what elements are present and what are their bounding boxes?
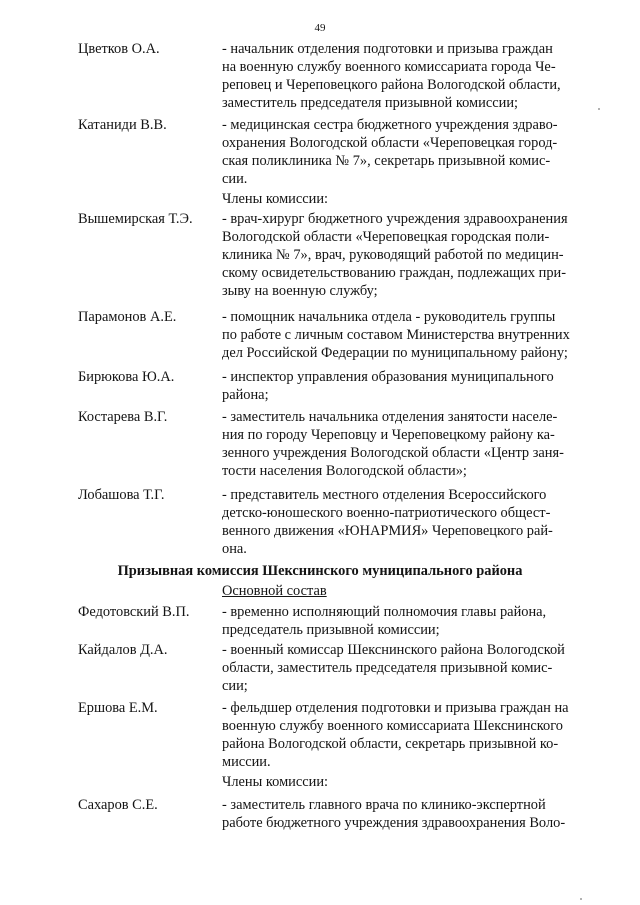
member-role-line: тости населения Вологодской области»; bbox=[222, 463, 467, 479]
member-role-line: скому освидетельствованию граждан, подлежащих при- bbox=[222, 265, 567, 281]
member-role-line: - заместитель главного врача по клинико-экспертной bbox=[222, 797, 546, 813]
member-role-line: венного движения «ЮНАРМИЯ» Череповецкого рай- bbox=[222, 523, 553, 539]
member-role-line: области, заместитель председателя призывной комис- bbox=[222, 660, 553, 676]
composition-label: Основной состав bbox=[222, 583, 327, 599]
scan-speck bbox=[580, 898, 582, 900]
commission-member-name: Парамонов А.Е. bbox=[78, 309, 177, 325]
member-role-line: реповец и Череповецкого района Вологодской области, bbox=[222, 77, 561, 93]
members-heading: Члены комиссии: bbox=[222, 774, 329, 790]
commission-member-name: Ершова Е.М. bbox=[78, 700, 158, 716]
member-role-line: - представитель местного отделения Всероссийского bbox=[222, 487, 547, 503]
member-role-line: - заместитель начальника отделения занятости населе- bbox=[222, 409, 558, 425]
member-role-line: миссии. bbox=[222, 754, 271, 770]
member-role-line: зыву на военную службу; bbox=[222, 283, 378, 299]
member-role-line: на военную службу военного комиссариата города Че- bbox=[222, 59, 556, 75]
commission-member-name: Сахаров С.Е. bbox=[78, 797, 158, 813]
member-role-line: детско-юношеского военно-патриотического общест- bbox=[222, 505, 551, 521]
member-role-line: сии. bbox=[222, 171, 248, 187]
members-heading: Члены комиссии: bbox=[222, 191, 329, 207]
member-role-line: охранения Вологодской области «Череповецкая город- bbox=[222, 135, 558, 151]
commission-member-name: Вышемирская Т.Э. bbox=[78, 211, 193, 227]
commission-member-name: Кайдалов Д.А. bbox=[78, 642, 168, 658]
member-role-line: по работе с личным составом Министерства внутренних bbox=[222, 327, 570, 343]
member-role-line: клиника № 7», врач, руководящий работой по медицин- bbox=[222, 247, 564, 263]
commission-member-name: Катаниди В.В. bbox=[78, 117, 167, 133]
commission-member-name: Цветков О.А. bbox=[78, 41, 160, 57]
commission-member-name: Бирюкова Ю.А. bbox=[78, 369, 175, 385]
member-role-line: - военный комиссар Шекснинского района Вологодской bbox=[222, 642, 565, 658]
member-role-line: сии; bbox=[222, 678, 248, 694]
commission-member-name: Лобашова Т.Г. bbox=[78, 487, 165, 503]
member-role-line: - временно исполняющий полномочия главы района, bbox=[222, 604, 547, 620]
member-role-line: - медицинская сестра бюджетного учреждения здраво- bbox=[222, 117, 558, 133]
member-role-line: она. bbox=[222, 541, 247, 557]
member-role-line: председатель призывной комиссии; bbox=[222, 622, 440, 638]
member-role-line: зенного учреждения Вологодской области «Центр заня- bbox=[222, 445, 564, 461]
commission-member-name: Федотовский В.П. bbox=[78, 604, 190, 620]
member-role-line: - помощник начальника отдела - руководитель группы bbox=[222, 309, 556, 325]
member-role-line: - начальник отделения подготовки и призыва граждан bbox=[222, 41, 553, 57]
member-role-line: района; bbox=[222, 387, 269, 403]
member-role-line: ния по городу Череповцу и Череповецкому району ка- bbox=[222, 427, 555, 443]
member-role-line: военную службу военного комиссариата Шекснинского bbox=[222, 718, 563, 734]
scan-speck bbox=[598, 108, 600, 110]
member-role-line: - фельдшер отделения подготовки и призыва граждан на bbox=[222, 700, 569, 716]
member-role-line: дел Российской Федерации по муниципальному району; bbox=[222, 345, 568, 361]
member-role-line: - инспектор управления образования муниципального bbox=[222, 369, 554, 385]
member-role-line: ская поликлиника № 7», секретарь призывной комис- bbox=[222, 153, 551, 169]
page-number: 49 bbox=[314, 22, 326, 34]
member-role-line: заместитель председателя призывной комиссии; bbox=[222, 95, 519, 111]
commission-member-name: Костарева В.Г. bbox=[78, 409, 168, 425]
section-title: Призывная комиссия Шекснинского муниципального района bbox=[117, 563, 523, 579]
member-role-line: работе бюджетного учреждения здравоохранения Воло- bbox=[222, 815, 566, 831]
member-role-line: района Вологодской области, секретарь призывной ко- bbox=[222, 736, 559, 752]
member-role-line: Вологодской области «Череповецкая городская поли- bbox=[222, 229, 550, 245]
member-role-line: - врач-хирург бюджетного учреждения здравоохранения bbox=[222, 211, 568, 227]
